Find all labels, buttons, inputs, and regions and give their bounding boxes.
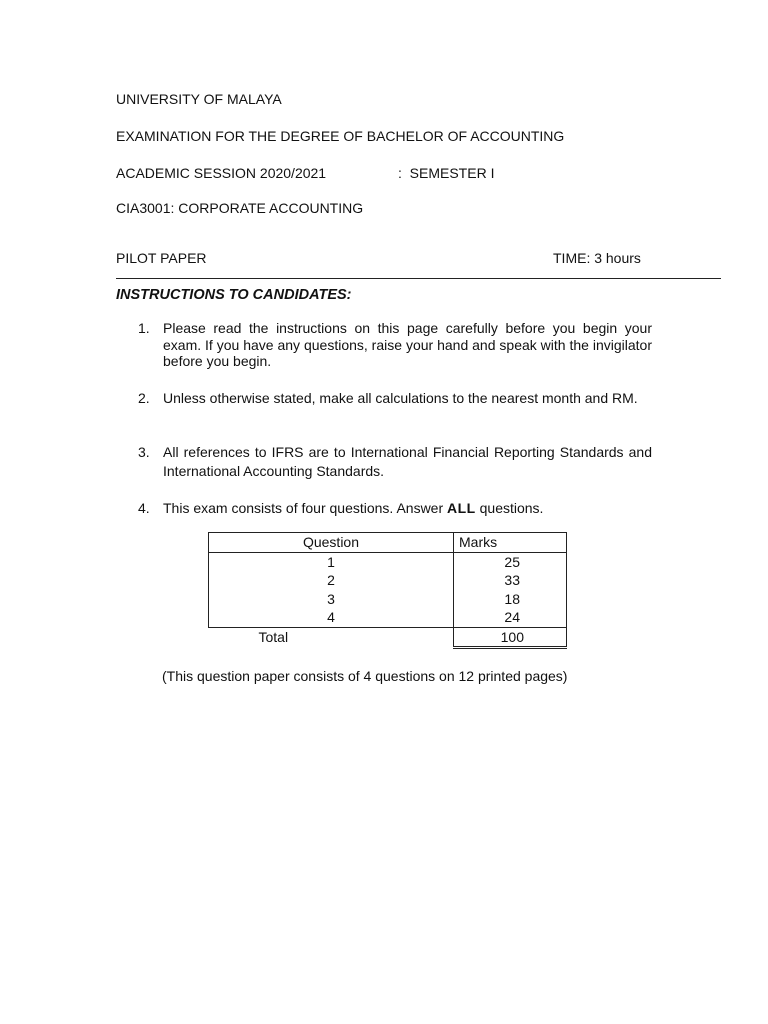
question-number: 4 <box>209 608 454 627</box>
session-separator: : <box>398 165 402 181</box>
exam-time: TIME: 3 hours <box>553 250 641 266</box>
table-header-row <box>209 533 567 553</box>
instruction-text-part: This exam consists of four questions. Answer <box>163 500 448 516</box>
university-name: UNIVERSITY OF MALAYA <box>116 91 282 107</box>
question-column-header: Question <box>209 533 454 553</box>
instruction-text-emphasis: ALL <box>447 500 476 516</box>
semester-line <box>398 164 494 182</box>
instructions-heading: INSTRUCTIONS TO CANDIDATES: <box>116 287 352 303</box>
question-marks: 25 <box>454 552 567 571</box>
total-label: Total <box>258 629 289 646</box>
table-total-row <box>209 627 567 648</box>
course-title: CIA3001: CORPORATE ACCOUNTING <box>116 200 364 216</box>
page-count-note: (This question paper consists of 4 questions on 12 printed pages) <box>162 668 568 684</box>
instruction-text: Unless otherwise stated, make all calculations to the nearest month and RM. <box>163 390 638 406</box>
instruction-item <box>138 320 652 370</box>
marks-column-header: Marks <box>454 533 567 553</box>
academic-session: ACADEMIC SESSION 2020/2021 <box>116 165 327 181</box>
question-marks: 33 <box>454 571 567 590</box>
instruction-text: Please read the instructions on this page carefully before you begin your exam. If you have any questions, raise your hand and speak with the invigilator before you begin. <box>163 320 652 369</box>
exam-title: EXAMINATION FOR THE DEGREE OF BACHELOR OF ACCOUNTING <box>116 128 565 144</box>
instruction-item <box>138 390 652 407</box>
instruction-item <box>138 500 652 517</box>
question-marks: 18 <box>454 590 567 609</box>
instruction-text-part: questions. <box>475 500 544 516</box>
question-marks: 24 <box>454 608 567 627</box>
instruction-text: All references to IFRS are to International Financial Reporting Standards and International Accounting Standards. <box>163 444 652 479</box>
instruction-number: 2. <box>138 390 150 406</box>
paper-type: PILOT PAPER <box>116 250 207 266</box>
question-number: 1 <box>209 552 454 571</box>
instruction-number: 4. <box>138 500 150 516</box>
question-number: 2 <box>209 571 454 590</box>
instruction-number: 3. <box>138 444 150 460</box>
semester: SEMESTER I <box>409 165 495 181</box>
header-divider <box>116 278 721 279</box>
total-marks: 100 <box>454 627 567 648</box>
table-row <box>209 552 567 571</box>
table-row <box>209 571 567 590</box>
instruction-item <box>138 443 652 481</box>
instruction-number: 1. <box>138 320 150 336</box>
table-row <box>209 608 567 627</box>
table-row <box>209 590 567 609</box>
instruction-text <box>163 500 652 517</box>
marks-table <box>208 532 567 649</box>
question-number: 3 <box>209 590 454 609</box>
